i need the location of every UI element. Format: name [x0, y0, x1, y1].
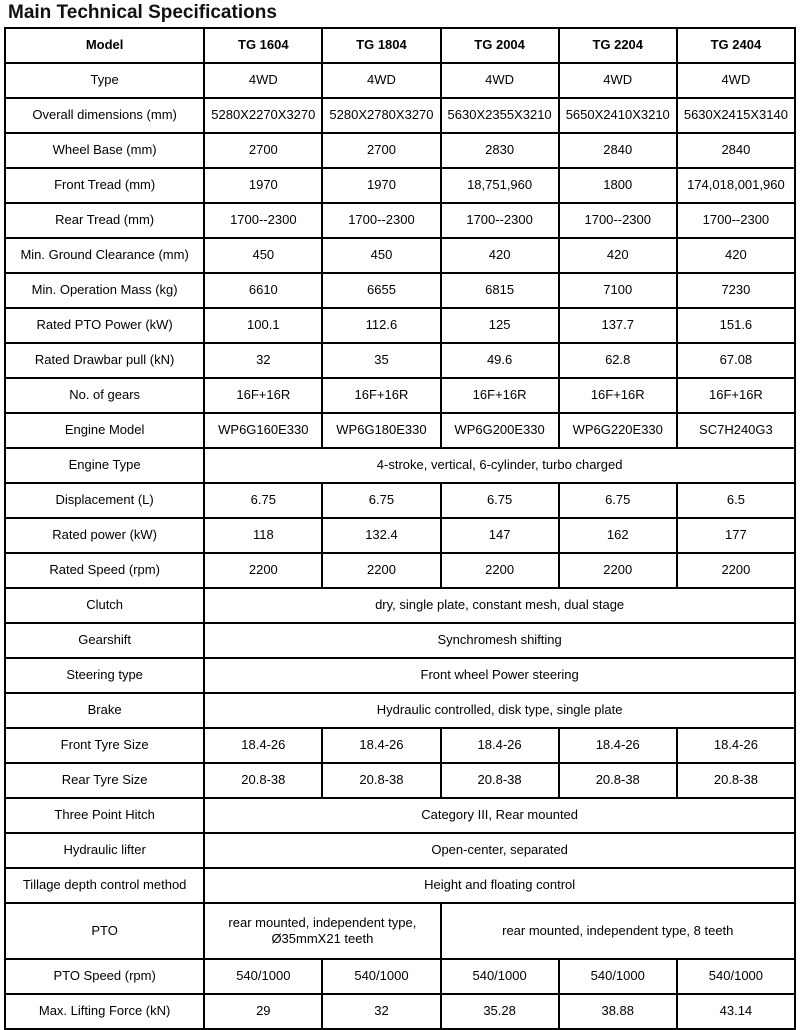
table-row	[5, 868, 795, 903]
row-label: Rated PTO Power (kW)	[5, 308, 204, 343]
spec-value-cell: 4WD	[441, 63, 559, 98]
table-row	[5, 98, 795, 133]
spec-value-cell: 18.4-26	[204, 728, 322, 763]
spec-value-cell: 2200	[441, 553, 559, 588]
spec-value-cell: 7230	[677, 273, 795, 308]
spec-value-cell: 4-stroke, vertical, 6-cylinder, turbo charged	[204, 448, 795, 483]
spec-value-cell: 1800	[559, 168, 677, 203]
spec-value-cell: 32	[322, 994, 440, 1029]
row-label: Rear Tyre Size	[5, 763, 204, 798]
spec-value-cell: 6655	[322, 273, 440, 308]
spec-value-cell: 20.8-38	[204, 763, 322, 798]
spec-value-cell: 118	[204, 518, 322, 553]
table-row	[5, 483, 795, 518]
spec-value-cell: 174,018,001,960	[677, 168, 795, 203]
spec-value-cell: 1970	[322, 168, 440, 203]
spec-value-cell: 177	[677, 518, 795, 553]
spec-value-cell: 62.8	[559, 343, 677, 378]
page-title: Main Technical Specifications	[8, 2, 277, 23]
table-row	[5, 343, 795, 378]
spec-value-cell: 420	[677, 238, 795, 273]
table-row	[5, 133, 795, 168]
spec-value-cell: 100.1	[204, 308, 322, 343]
spec-value-cell: 16F+16R	[204, 378, 322, 413]
table-row	[5, 63, 795, 98]
spec-value-cell: 4WD	[204, 63, 322, 98]
table-row	[5, 728, 795, 763]
spec-value-cell: 16F+16R	[441, 378, 559, 413]
spec-value-cell: 1700--2300	[204, 203, 322, 238]
column-header: TG 1804	[322, 28, 440, 63]
spec-value-cell: 18.4-26	[441, 728, 559, 763]
spec-value-cell: 35	[322, 343, 440, 378]
spec-value-cell: 67.08	[677, 343, 795, 378]
spec-value-cell: 16F+16R	[677, 378, 795, 413]
spec-value-cell: 6.75	[559, 483, 677, 518]
spec-value-cell: 540/1000	[204, 959, 322, 994]
table-row	[5, 693, 795, 728]
spec-value-cell: 450	[322, 238, 440, 273]
column-header: TG 2004	[441, 28, 559, 63]
spec-value-cell: 420	[441, 238, 559, 273]
spec-value-cell: 6.75	[204, 483, 322, 518]
spec-value-cell: 2200	[677, 553, 795, 588]
spec-value-cell: 20.8-38	[441, 763, 559, 798]
spec-value-cell: 2200	[204, 553, 322, 588]
row-label: Rated Drawbar pull (kN)	[5, 343, 204, 378]
row-label: Front Tread (mm)	[5, 168, 204, 203]
spec-value-cell: 1700--2300	[677, 203, 795, 238]
spec-value-cell: 20.8-38	[559, 763, 677, 798]
spec-value-cell: Hydraulic controlled, disk type, single plate	[204, 693, 795, 728]
spec-value-cell: 16F+16R	[559, 378, 677, 413]
row-label: PTO Speed (rpm)	[5, 959, 204, 994]
table-row	[5, 959, 795, 994]
spec-value-cell: Open-center, separated	[204, 833, 795, 868]
spec-value-cell: 16F+16R	[322, 378, 440, 413]
column-header: TG 2204	[559, 28, 677, 63]
row-label: Steering type	[5, 658, 204, 693]
row-label: Engine Model	[5, 413, 204, 448]
column-header: TG 1604	[204, 28, 322, 63]
spec-value-cell: 420	[559, 238, 677, 273]
spec-table-body	[5, 63, 795, 1029]
spec-value-cell: WP6G160E330	[204, 413, 322, 448]
column-header: TG 2404	[677, 28, 795, 63]
row-label: Three Point Hitch	[5, 798, 204, 833]
spec-value-cell: 162	[559, 518, 677, 553]
spec-value-cell: 2840	[677, 133, 795, 168]
spec-value-cell: WP6G180E330	[322, 413, 440, 448]
spec-value-cell: Height and floating control	[204, 868, 795, 903]
row-label: Wheel Base (mm)	[5, 133, 204, 168]
spec-value-cell: 49.6	[441, 343, 559, 378]
row-label: Min. Ground Clearance (mm)	[5, 238, 204, 273]
spec-value-cell: dry, single plate, constant mesh, dual stage	[204, 588, 795, 623]
table-row	[5, 798, 795, 833]
table-row	[5, 994, 795, 1029]
spec-value-cell: 2200	[322, 553, 440, 588]
spec-value-cell: 4WD	[559, 63, 677, 98]
row-label: Type	[5, 63, 204, 98]
spec-value-cell: 540/1000	[441, 959, 559, 994]
row-label: Displacement (L)	[5, 483, 204, 518]
spec-value-cell: 2200	[559, 553, 677, 588]
table-row	[5, 273, 795, 308]
spec-table	[4, 27, 796, 1030]
spec-value-cell: 6.75	[441, 483, 559, 518]
table-row	[5, 553, 795, 588]
spec-value-cell: 5280X2270X3270	[204, 98, 322, 133]
spec-value-cell: 5280X2780X3270	[322, 98, 440, 133]
spec-value-cell: 112.6	[322, 308, 440, 343]
table-row	[5, 378, 795, 413]
spec-value-cell: 2700	[204, 133, 322, 168]
spec-value-cell: WP6G200E330	[441, 413, 559, 448]
row-label: Hydraulic lifter	[5, 833, 204, 868]
table-row	[5, 518, 795, 553]
spec-value-cell: 5630X2415X3140	[677, 98, 795, 133]
spec-value-cell: 1700--2300	[322, 203, 440, 238]
row-label: Max. Lifting Force (kN)	[5, 994, 204, 1029]
spec-value-cell: 20.8-38	[322, 763, 440, 798]
row-label: Tillage depth control method	[5, 868, 204, 903]
table-row	[5, 168, 795, 203]
spec-table-header	[5, 28, 795, 63]
spec-value-cell: 7100	[559, 273, 677, 308]
spec-value-cell: 540/1000	[322, 959, 440, 994]
spec-value-cell: 18.4-26	[677, 728, 795, 763]
row-label: Gearshift	[5, 623, 204, 658]
spec-value-cell: 29	[204, 994, 322, 1029]
spec-value-cell: 18.4-26	[322, 728, 440, 763]
spec-value-cell: 18.4-26	[559, 728, 677, 763]
spec-value-cell: 132.4	[322, 518, 440, 553]
row-label: Rear Tread (mm)	[5, 203, 204, 238]
spec-value-cell: 20.8-38	[677, 763, 795, 798]
row-label: Engine Type	[5, 448, 204, 483]
spec-value-cell: 32	[204, 343, 322, 378]
table-row	[5, 623, 795, 658]
spec-value-cell: 5630X2355X3210	[441, 98, 559, 133]
row-label: PTO	[5, 903, 204, 959]
spec-value-cell: 137.7	[559, 308, 677, 343]
row-label: Brake	[5, 693, 204, 728]
spec-value-cell: 38.88	[559, 994, 677, 1029]
header-model-label: Model	[5, 28, 204, 63]
spec-value-cell: 540/1000	[677, 959, 795, 994]
row-label: Clutch	[5, 588, 204, 623]
spec-value-cell: 5650X2410X3210	[559, 98, 677, 133]
spec-value-cell: 1970	[204, 168, 322, 203]
spec-value-cell: 1700--2300	[559, 203, 677, 238]
row-label: Front Tyre Size	[5, 728, 204, 763]
spec-value-cell: 151.6	[677, 308, 795, 343]
spec-value-cell: 1700--2300	[441, 203, 559, 238]
spec-value-cell: 450	[204, 238, 322, 273]
table-row	[5, 448, 795, 483]
table-row	[5, 763, 795, 798]
header-row	[5, 28, 795, 63]
spec-value-cell: 2830	[441, 133, 559, 168]
spec-value-cell: 4WD	[677, 63, 795, 98]
table-row	[5, 903, 795, 959]
spec-value-cell: 18,751,960	[441, 168, 559, 203]
row-label: Rated power (kW)	[5, 518, 204, 553]
row-label: No. of gears	[5, 378, 204, 413]
spec-value-cell: 6.75	[322, 483, 440, 518]
spec-value-cell: 147	[441, 518, 559, 553]
table-row	[5, 833, 795, 868]
row-label: Overall dimensions (mm)	[5, 98, 204, 133]
spec-value-cell: rear mounted, independent type, 8 teeth	[441, 903, 795, 959]
spec-value-cell: Category III, Rear mounted	[204, 798, 795, 833]
table-row	[5, 588, 795, 623]
spec-value-cell: 2840	[559, 133, 677, 168]
spec-value-cell: 4WD	[322, 63, 440, 98]
table-row	[5, 658, 795, 693]
row-label: Rated Speed (rpm)	[5, 553, 204, 588]
table-row	[5, 413, 795, 448]
spec-value-cell: WP6G220E330	[559, 413, 677, 448]
spec-value-cell: 43.14	[677, 994, 795, 1029]
spec-value-cell: SC7H240G3	[677, 413, 795, 448]
spec-value-cell: Synchromesh shifting	[204, 623, 795, 658]
table-row	[5, 203, 795, 238]
spec-value-cell: 6815	[441, 273, 559, 308]
spec-value-cell: 35.28	[441, 994, 559, 1029]
spec-value-cell: rear mounted, independent type, Ø35mmX21 teeth	[204, 903, 440, 959]
spec-value-cell: 6610	[204, 273, 322, 308]
spec-value-cell: 6.5	[677, 483, 795, 518]
table-row	[5, 238, 795, 273]
spec-value-cell: Front wheel Power steering	[204, 658, 795, 693]
row-label: Min. Operation Mass (kg)	[5, 273, 204, 308]
spec-value-cell: 125	[441, 308, 559, 343]
spec-value-cell: 540/1000	[559, 959, 677, 994]
table-row	[5, 308, 795, 343]
spec-value-cell: 2700	[322, 133, 440, 168]
